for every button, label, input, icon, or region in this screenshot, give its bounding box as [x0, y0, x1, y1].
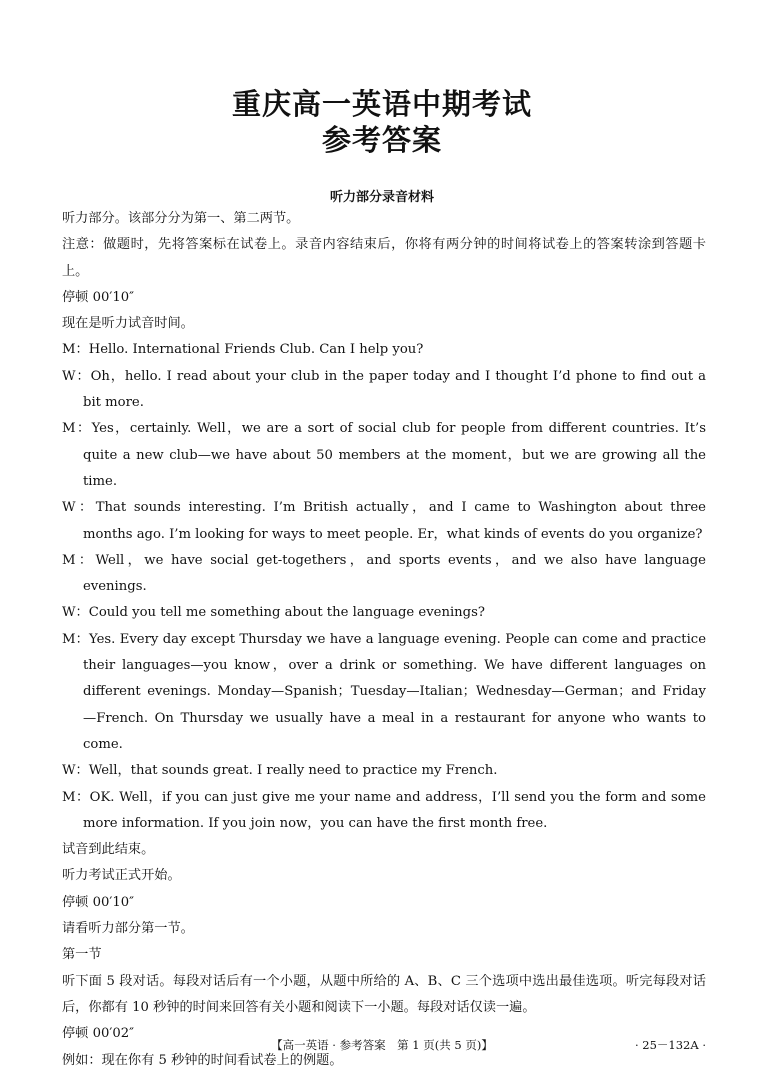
- intro-line: 听力部分。该部分分为第一、第二两节。: [62, 211, 300, 226]
- pause-line: 停顿 00′10″: [62, 894, 135, 910]
- section-instruction-line: 请看听力部分第一节。: [62, 921, 194, 937]
- section-heading: 听力部分录音材料: [329, 190, 434, 205]
- dialogue-turn: M：Yes. Every day except Thursday we have a language evening. People can come and practice their languages—you know，over a drink or something. We have different languages on different evenings. Monday—Spanish；Tuesday—Italian；Wednesday—German；and Friday—French. On Thursday we usually have a meal in a restaurant for anyone who wants to come.: [62, 631, 706, 752]
- section-directions: 听下面 5 段对话。每段对话后有一个小题，从题中所给的 A、B、C 三个选项中选出最佳选项。听完每段对话后，你都有 10 秒钟的时间来回答有关小题和阅读下一小题。每段对话仅读一遍。: [62, 973, 706, 1015]
- trial-start-line: 现在是听力试音时间。: [62, 316, 194, 332]
- notice-paragraph: 注意：做题时，先将答案标在试卷上。录音内容结束后，你将有两分钟的时间将试卷上的答案转涂到答题卡上。: [62, 237, 706, 279]
- document-body: [62, 206, 706, 1074]
- exam-code: · 25－132A ·: [634, 1038, 706, 1052]
- page-subtitle: 参考答案: [321, 123, 442, 157]
- dialogue-turn: W：Well，that sounds great. I really need to practice my French.: [62, 763, 498, 779]
- example-line: 例如：现在你有 5 秒钟的时间看试卷上的例题。: [62, 1052, 343, 1068]
- dialogue-turn: M：Yes，certainly. Well，we are a sort of social club for people from different countries. It’s quite a new club—we have about 50 members at the moment，but we are growing all the time.: [62, 421, 706, 489]
- pause-line: 停顿 00′10″: [62, 289, 135, 305]
- dialogue-turn: M：OK. Well，if you can just give me your name and address，I’ll send you the form and some more information. If you join now，you can have the first month free.: [62, 789, 706, 831]
- page-title: 重庆高一英语中期考试: [231, 87, 532, 121]
- trial-end-line: 试音到此结束。: [62, 842, 155, 858]
- page-label: 【高一英语 · 参考答案 第 1 页(共 5 页)】: [271, 1038, 493, 1052]
- pause-line: 停顿 00′02″: [62, 1026, 135, 1042]
- dialogue-turn: M：Well，we have social get-togethers，and sports events，and we also have language evenings.: [62, 552, 706, 595]
- dialogue-turn: W：Oh，hello. I read about your club in the paper today and I thought I’d phone to find out a bit more.: [62, 368, 706, 411]
- exam-start-line: 听力考试正式开始。: [62, 868, 181, 884]
- dialogue-turn: W：Could you tell me something about the language evenings?: [62, 605, 485, 621]
- dialogue-turn: M：Hello. International Friends Club. Can I help you?: [62, 342, 424, 358]
- section-label: 第一节: [62, 947, 102, 963]
- dialogue-turn: W：That sounds interesting. I’m British actually，and I came to Washington about three months ago. I’m looking for ways to meet people. Er，what kinds of events do you organize?: [62, 500, 706, 542]
